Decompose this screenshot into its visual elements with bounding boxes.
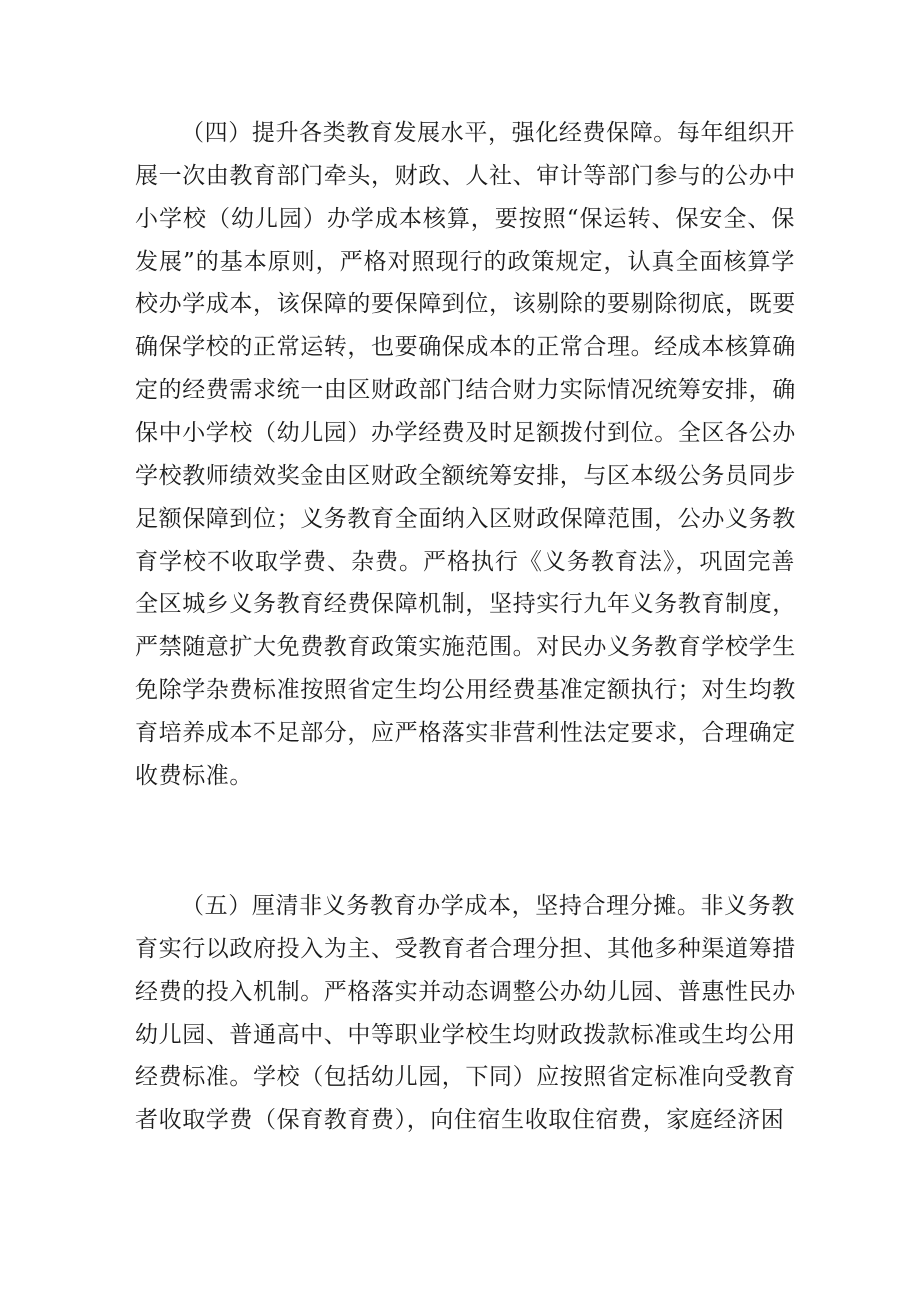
text-line: 严禁随意扩大免费教育政策实施范围。对民办义务教育学校学生 [135, 634, 796, 661]
text-line: 全区城乡义务教育经费保障机制，坚持实行九年义务教育制度， [135, 591, 796, 618]
text-line: （四）提升各类教育发展水平，强化经费保障。每年组织开 [181, 120, 795, 146]
text-line: （五）厘清非义务教育办学成本，坚持合理分摊。非义务教 [181, 893, 795, 919]
text-line: 者收取学费（保育教育费），向住宿生收取住宿费，家庭经济困 [135, 1107, 785, 1134]
text-line: 学校教师绩效奖金由区财政全额统筹安排，与区本级公务员同步 [135, 462, 796, 489]
text-line: 校办学成本，该保障的要保障到位，该剔除的要剔除彻底，既要 [135, 291, 796, 318]
text-line: 小学校（幼儿园）办学成本核算，要按照“保运转、保安全、保 [135, 205, 795, 232]
text-line: 幼儿园、普通高中、中等职业学校生均财政拨款标准或生均公用 [135, 1021, 796, 1048]
text-line: 经费的投入机制。严格落实并动态调整公办幼儿园、普惠性民办 [135, 978, 796, 1005]
text-line: 经费标准。学校（包括幼儿园，下同）应按照省定标准向受教育 [135, 1064, 796, 1091]
text-line: 发展”的基本原则，严格对照现行的政策规定，认真全面核算学 [135, 248, 795, 275]
text-line: 保中小学校（幼儿园）办学经费及时足额拨付到位。全区各公办 [135, 419, 796, 446]
text-line: 足额保障到位；义务教育全面纳入区财政保障范围，公办义务教 [135, 505, 796, 532]
text-line: 收费标准。 [135, 762, 253, 789]
text-line: 展一次由教育部门牵头，财政、人社、审计等部门参与的公办中 [135, 162, 796, 189]
text-line: 育学校不收取学费、杂费。严格执行《义务教育法》，巩固完善 [135, 548, 795, 575]
text-line: 育培养成本不足部分，应严格落实非营利性法定要求，合理确定 [135, 719, 796, 746]
text-line: 育实行以政府投入为主、受教育者合理分担、其他多种渠道筹措 [135, 935, 796, 962]
text-line: 定的经费需求统一由区财政部门结合财力实际情况统筹安排，确 [135, 377, 796, 404]
text-line: 免除学杂费标准按照省定生均公用经费基准定额执行；对生均教 [135, 677, 796, 704]
text-line: 确保学校的正常运转，也要确保成本的正常合理。经成本核算确 [135, 334, 796, 361]
